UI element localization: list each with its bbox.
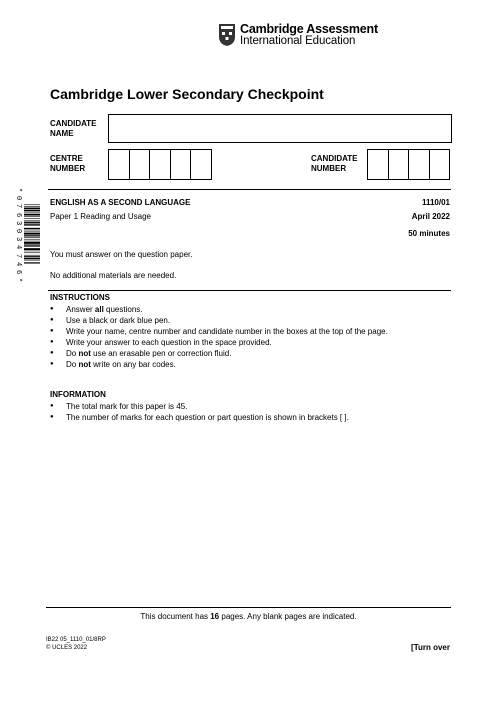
footer-divider [46, 607, 451, 608]
subject-title: ENGLISH AS A SECOND LANGUAGE [50, 198, 191, 207]
cambridge-logo [218, 22, 378, 48]
paper-name: Paper 1 Reading and Usage [50, 212, 151, 221]
instruction-item: ● Write your name, centre number and candidate number in the boxes at the top of the page. [50, 326, 450, 337]
information-item: ● The total mark for this paper is 45. [50, 401, 450, 412]
cambridge-shield-icon [218, 23, 236, 47]
candidate-number-field[interactable] [367, 149, 450, 180]
section-divider [48, 290, 451, 291]
candidate-digit-box[interactable] [408, 149, 430, 180]
centre-digit-box[interactable] [129, 149, 151, 180]
note-no-materials: No additional materials are needed. [50, 271, 177, 280]
centre-digit-box[interactable] [170, 149, 192, 180]
candidate-number-label: CANDIDATE NUMBER [311, 154, 358, 173]
candidate-digit-box[interactable] [429, 149, 451, 180]
candidate-name-field[interactable] [108, 114, 452, 143]
exam-duration: 50 minutes [408, 229, 450, 238]
section-divider [48, 189, 451, 190]
logo-line-2: International Education [240, 35, 356, 47]
barcode-number: * 0 7 6 3 0 3 4 7 4 6 * [14, 187, 23, 283]
paper-code: 1110/01 [421, 198, 450, 207]
instruction-item: ● Do not use an erasable pen or correction fluid. [50, 348, 450, 359]
information-list [50, 401, 450, 423]
instruction-item: ● Write your answer to each question in the space provided. [50, 337, 450, 348]
centre-number-field[interactable] [108, 149, 212, 180]
centre-digit-box[interactable] [108, 149, 130, 180]
document-reference: IB22 05_1110_01/8RP [46, 637, 106, 643]
centre-digit-box[interactable] [190, 149, 212, 180]
instruction-item: ● Do not write on any bar codes. [50, 359, 450, 370]
turn-over: [Turn over [411, 643, 450, 652]
centre-digit-box[interactable] [149, 149, 171, 180]
information-item: ● The number of marks for each question or part question is shown in brackets [ ]. [50, 412, 450, 423]
instruction-item: ● Answer all questions. [50, 304, 450, 315]
instructions-heading: INSTRUCTIONS [50, 293, 110, 302]
candidate-digit-box[interactable] [367, 149, 389, 180]
information-heading: INFORMATION [50, 390, 106, 399]
logo-line-1: Cambridge Assessment [240, 22, 378, 36]
copyright: © UCLES 2022 [46, 645, 88, 651]
exam-title: Cambridge Lower Secondary Checkpoint [50, 86, 324, 102]
instruction-item: ● Use a black or dark blue pen. [50, 315, 450, 326]
page-count-note: This document has 16 pages. Any blank pages are indicated. [140, 612, 357, 621]
exam-date: April 2022 [411, 212, 450, 221]
instructions-list [50, 304, 450, 370]
candidate-name-label: CANDIDATE NAME [50, 119, 97, 138]
centre-number-label: CENTRE NUMBER [50, 154, 86, 173]
barcode [24, 186, 40, 282]
candidate-digit-box[interactable] [388, 149, 410, 180]
note-answer-on-paper: You must answer on the question paper. [50, 250, 193, 259]
